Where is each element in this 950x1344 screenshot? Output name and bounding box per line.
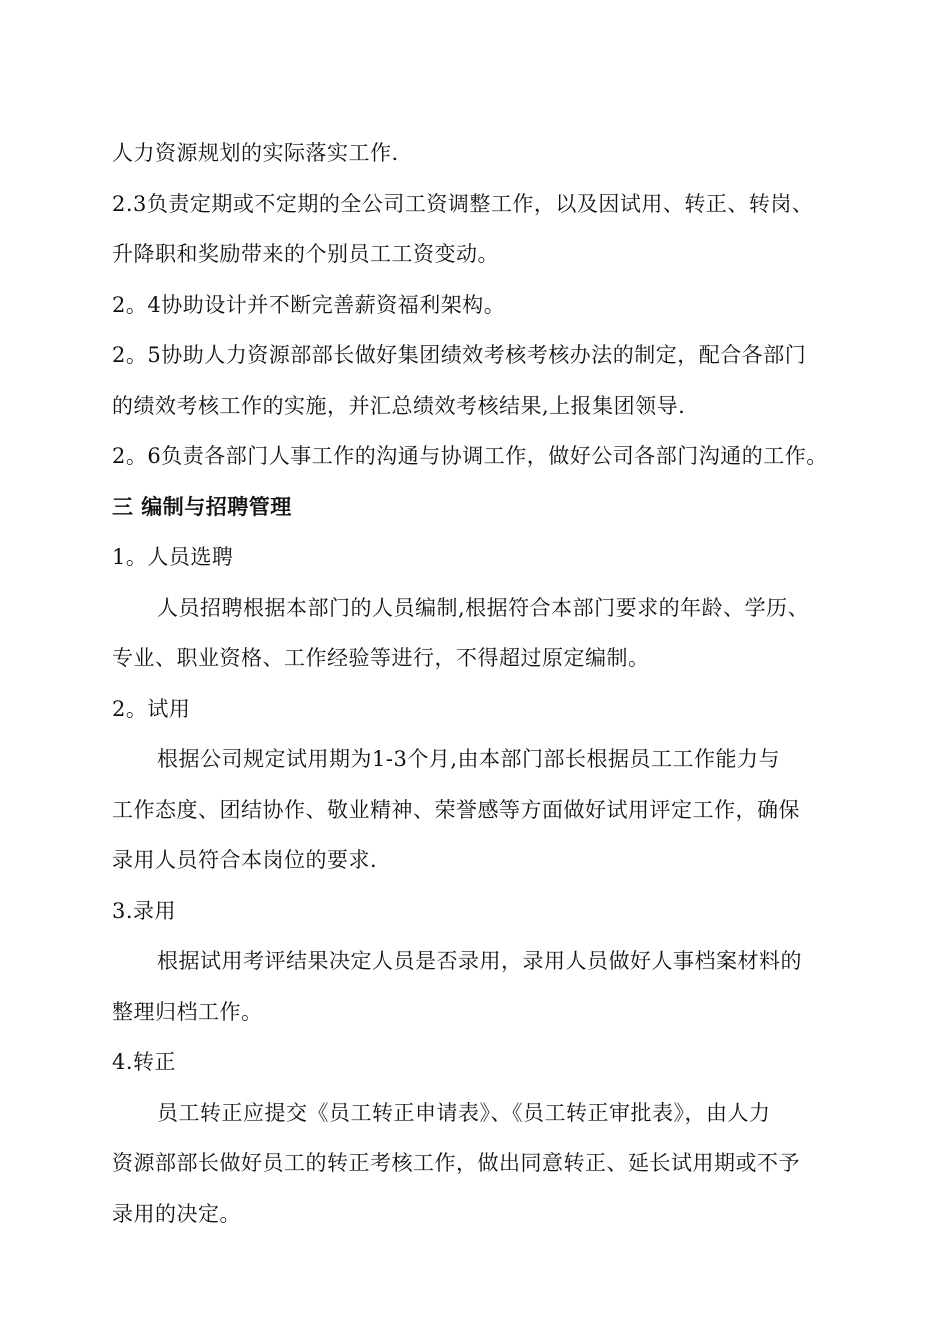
- subsection-title: 3.录用: [112, 898, 177, 923]
- paragraph-line: 2。6负责各部门人事工作的沟通与协调工作，做好公司各部门沟通的工作。: [112, 444, 828, 468]
- paragraph-line: 员工转正应提交《员工转正申请表》、《员工转正审批表》，由人力: [157, 1100, 771, 1125]
- paragraph-line: 资源部部长做好员工的转正考核工作，做出同意转正、延长试用期或不予: [112, 1151, 800, 1175]
- paragraph-line: 整理归档工作。: [112, 999, 263, 1024]
- paragraph-line: 根据试用考评结果决定人员是否录用，录用人员做好人事档案材料的: [157, 949, 802, 973]
- paragraph-line: 根据公司规定试用期为1-3个月,由本部门部长根据员工工作能力与: [157, 747, 780, 771]
- paragraph-line: 的绩效考核工作的实施，并汇总绩效考核结果,上报集团领导.: [112, 393, 686, 418]
- paragraph-line: 专业、职业资格、工作经验等进行，不得超过原定编制。: [112, 646, 650, 670]
- paragraph-line: 人力资源规划的实际落实工作.: [112, 141, 399, 165]
- paragraph-line: 升降职和奖励带来的个别员工工资变动。: [112, 242, 499, 266]
- subsection-title: 4.转正: [112, 1050, 177, 1074]
- paragraph-line: 2.3负责定期或不定期的全公司工资调整工作，以及因试用、转正、转岗、: [112, 191, 814, 216]
- subsection-title: 1。人员选聘: [112, 545, 234, 569]
- paragraph-line: 工作态度、团结协作、敬业精神、荣誉感等方面做好试用评定工作，确保: [112, 797, 800, 822]
- paragraph-line: 录用的决定。: [112, 1201, 241, 1226]
- paragraph-line: 2。5协助人力资源部部长做好集团绩效考核考核办法的制定，配合各部门: [112, 343, 807, 367]
- subsection-title: 2。试用: [112, 696, 191, 721]
- paragraph-line: 人员招聘根据本部门的人员编制,根据符合本部门要求的年龄、学历、: [157, 595, 810, 620]
- section-heading: 三 编制与招聘管理: [112, 494, 292, 519]
- paragraph-line: 2。4协助设计并不断完善薪资福利架构。: [112, 292, 506, 317]
- paragraph-line: 录用人员符合本岗位的要求.: [112, 848, 378, 872]
- document-body: [112, 128, 852, 1239]
